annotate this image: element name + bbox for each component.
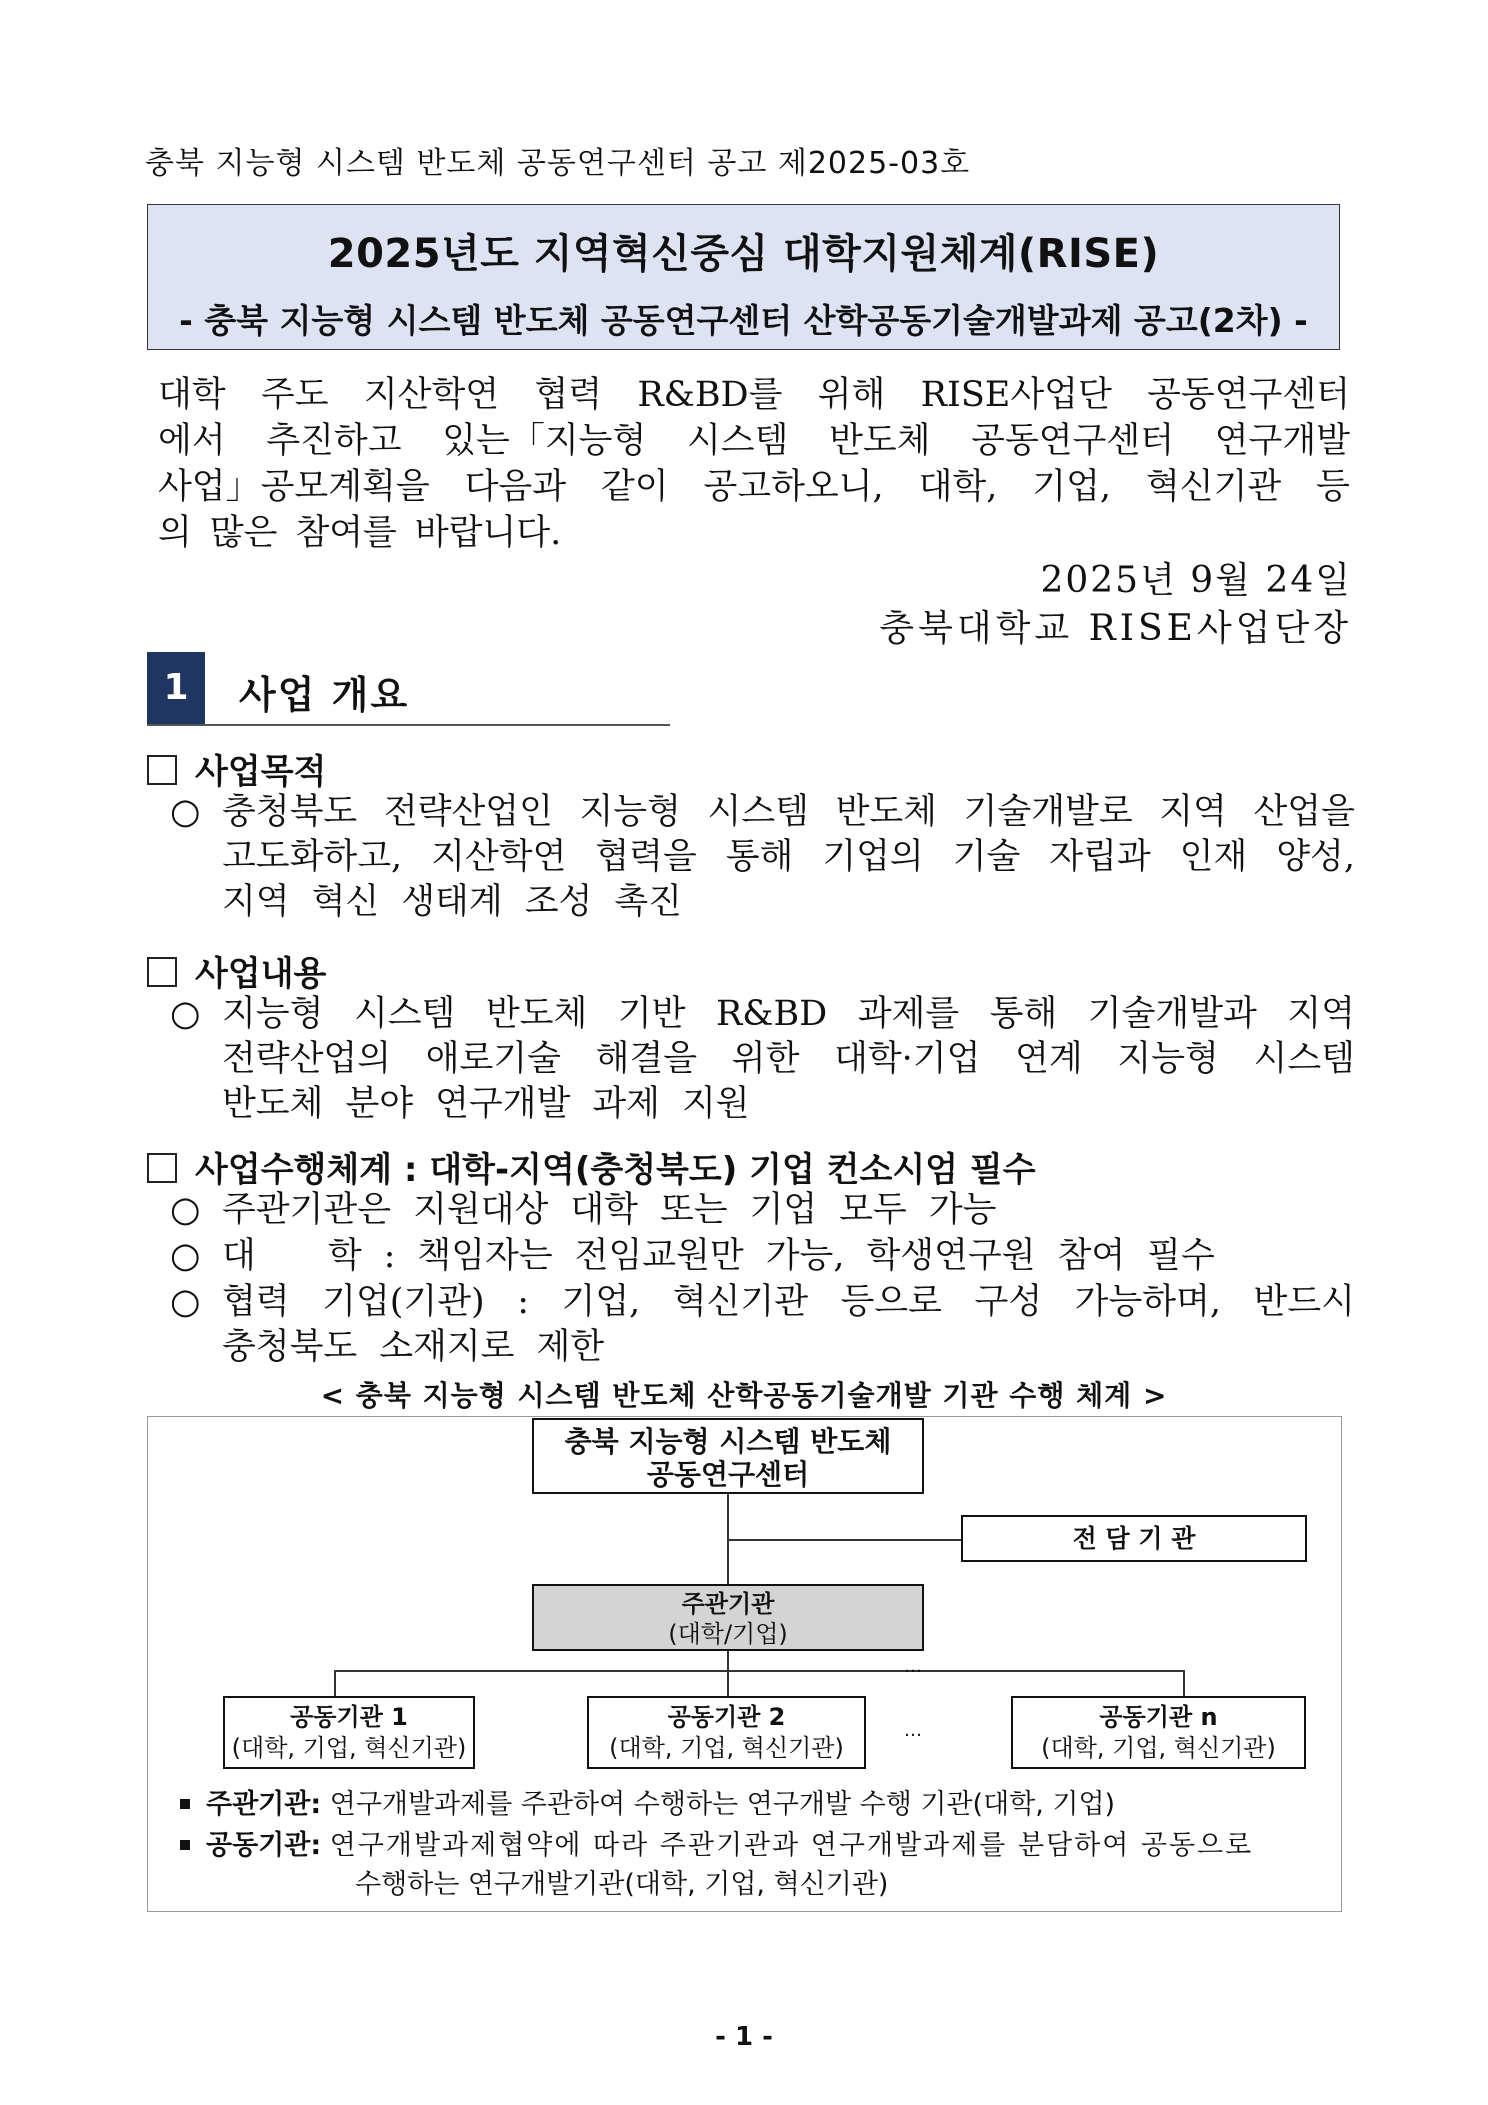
- word: 기술개발과: [1087, 994, 1257, 1034]
- word: 조성: [524, 882, 593, 922]
- word: 기업: [749, 1190, 818, 1230]
- word: 책임자는: [417, 1236, 553, 1276]
- center-box: [532, 1418, 924, 1494]
- word: 협력: [222, 1282, 290, 1322]
- word: 자립과: [1049, 837, 1151, 877]
- word: 가능: [928, 1190, 997, 1230]
- purpose-line: [222, 790, 1355, 835]
- word: 기업,: [561, 1282, 641, 1322]
- word: :: [517, 1282, 530, 1322]
- word: RISE사업단: [920, 375, 1112, 415]
- connector-line: [1183, 1670, 1185, 1697]
- center-name-line2: 공동연구센터: [646, 1458, 810, 1491]
- word: 가능,: [765, 1236, 845, 1276]
- word: :: [383, 1236, 396, 1276]
- circle-bullet-icon: ○: [170, 1236, 201, 1276]
- structure-line: [222, 1280, 1355, 1325]
- word: 애로기술: [425, 1039, 561, 1079]
- word: 혁신: [311, 882, 380, 922]
- word: 반도체: [485, 994, 588, 1034]
- word: 충청북도: [222, 792, 358, 832]
- ellipsis: …: [904, 1720, 922, 1741]
- connector-line: [334, 1670, 1184, 1672]
- word: 대학·기업: [834, 1039, 981, 1079]
- word: 시스템: [686, 421, 789, 461]
- structure-line: [222, 1234, 1355, 1279]
- content-heading-text: 사업내용: [195, 954, 327, 994]
- word: 지원대상: [413, 1190, 549, 1230]
- content-line: [222, 1037, 1355, 1082]
- word: 에서: [158, 421, 226, 461]
- word: 양성,: [1276, 837, 1355, 877]
- word: 의: [158, 513, 192, 553]
- coop-title-1: 공동기관 1: [290, 1703, 408, 1731]
- word: 지역: [222, 882, 290, 922]
- note-coop: [180, 1827, 1253, 1865]
- lead-subtitle: (대학/기업): [668, 1620, 788, 1648]
- word: 다음과: [464, 467, 567, 507]
- coop-box-1: [223, 1696, 475, 1769]
- word: 등: [1316, 467, 1350, 507]
- center-name-line1: 충북 지능형 시스템 반도체: [564, 1425, 892, 1458]
- word: 지산학연: [363, 375, 500, 415]
- word: 필수: [1147, 1236, 1215, 1276]
- agency-box: [961, 1515, 1307, 1562]
- word: 소재지로: [379, 1327, 515, 1367]
- lead-title: 주관기관: [681, 1590, 775, 1618]
- section-heading: [147, 652, 670, 726]
- checkbox-square-icon: [147, 957, 177, 987]
- coop-sub-1: (대학, 기업, 혁신기관): [231, 1734, 467, 1762]
- word: 통해: [989, 994, 1058, 1034]
- word: 전임교원만: [574, 1236, 744, 1276]
- word: 반도체: [829, 421, 931, 461]
- structure-line: [222, 1188, 1355, 1233]
- structure-bullet: [170, 1188, 1355, 1233]
- word: 주관기관은: [222, 1190, 392, 1230]
- intro-paragraph: [158, 372, 1350, 556]
- connector-line: [334, 1670, 336, 1697]
- word: 등으로: [840, 1282, 942, 1322]
- word: 구성: [974, 1282, 1043, 1322]
- word: 참여를: [295, 513, 397, 553]
- note-lead-label: 주관기관:: [206, 1789, 322, 1820]
- notice-number: 충북 지능형 시스템 반도체 공동연구센터 공고 제2025-03호: [145, 146, 971, 181]
- note-coop-cont: 수행하는 연구개발기관(대학, 기업, 혁신기관): [355, 1869, 889, 1900]
- coop-box-2: [587, 1696, 866, 1769]
- word: 해결을: [595, 1039, 698, 1079]
- word: 분야: [345, 1084, 414, 1124]
- purpose-bullet: [170, 790, 1355, 925]
- circle-bullet-icon: ○: [170, 792, 201, 832]
- word: 고도화하고,: [222, 837, 403, 877]
- circle-bullet-icon: ○: [170, 1282, 201, 1322]
- word: 주도: [260, 375, 329, 415]
- note-coop-label: 공동기관:: [206, 1830, 322, 1861]
- word: 학: [327, 1236, 362, 1276]
- notice-date: 2025년 9월 24일: [1040, 560, 1352, 601]
- word: 대: [222, 1236, 256, 1276]
- word: 공동연구센터: [1147, 375, 1350, 415]
- connector-line: [727, 1651, 729, 1697]
- word: 대학,: [918, 467, 998, 507]
- word: 기업(기관): [322, 1282, 485, 1322]
- word: 기술개발로: [963, 792, 1133, 832]
- circle-bullet-icon: ○: [170, 1190, 201, 1230]
- word: 연구개발: [1214, 421, 1350, 461]
- diagram-caption: < 충북 지능형 시스템 반도체 산학공동기술개발 기관 수행 체계 >: [320, 1379, 1168, 1412]
- word: 생태계: [401, 882, 503, 922]
- page-number: - 1 -: [715, 2022, 773, 2052]
- lead-institution-box: [532, 1584, 924, 1651]
- word: 지능형: [222, 994, 324, 1034]
- word: 연계: [1015, 1039, 1083, 1079]
- purpose-line: [222, 880, 1355, 925]
- purpose-heading: [147, 744, 326, 793]
- word: 전략산업의: [222, 1039, 392, 1079]
- intro-line: [158, 510, 1350, 556]
- note-lead-text: 연구개발과제를 주관하여 수행하는 연구개발 수행 기관(대학, 기업): [329, 1789, 1116, 1820]
- word: 시스템: [707, 792, 809, 832]
- word: 공동연구센터: [971, 421, 1175, 461]
- coop-sub-n: (대학, 기업, 혁신기관): [1041, 1734, 1276, 1762]
- content-line: [222, 1082, 1355, 1127]
- word: 협력: [534, 375, 603, 415]
- word: 인재: [1179, 837, 1248, 877]
- word: 있는「지능형: [442, 421, 647, 461]
- word: 반도체: [222, 1084, 324, 1124]
- document-subtitle: - 충북 지능형 시스템 반도체 공동연구센터 산학공동기술개발과제 공고(2차) -: [179, 301, 1308, 340]
- word: 모두: [839, 1190, 907, 1230]
- word: 기업의: [822, 837, 924, 877]
- word: 같이: [600, 467, 669, 507]
- word: 충청북도: [222, 1327, 358, 1367]
- purpose-line: [222, 835, 1355, 880]
- circle-bullet-icon: ○: [170, 994, 201, 1034]
- content-heading: [147, 946, 326, 995]
- word: 공고하오니,: [703, 467, 884, 507]
- word: 과제를: [857, 994, 960, 1034]
- note-coop-text: 연구개발과제협약에 따라 주관기관과 연구개발과제를 분담하여 공동으로: [329, 1830, 1254, 1861]
- word: 위해: [817, 375, 886, 415]
- word: 추진하고: [266, 421, 402, 461]
- coop-box-n: [1011, 1696, 1306, 1769]
- word: 반드시: [1253, 1282, 1355, 1322]
- word: 참여: [1057, 1236, 1126, 1276]
- word: 지역: [1287, 994, 1355, 1034]
- word: 지능형: [1117, 1039, 1219, 1079]
- signer: 충북대학교 RISE사업단장: [879, 608, 1352, 649]
- word: 대학: [158, 375, 226, 415]
- word: 연구개발: [435, 1084, 571, 1124]
- intro-line: [158, 418, 1350, 464]
- word: 혁신기관: [1145, 467, 1282, 507]
- structure-heading-text: 사업수행체계 : 대학-지역(충청북도) 기업 컨소시엄 필수: [195, 1150, 1036, 1190]
- square-bullet-icon: [180, 1799, 190, 1809]
- document-title: 2025년도 지역혁신중심 대학지원체계(RISE): [327, 231, 1160, 277]
- intro-line: [158, 372, 1350, 418]
- section-number: 1: [147, 652, 205, 724]
- word: 산업을: [1253, 792, 1355, 832]
- word: 과제: [592, 1084, 660, 1124]
- checkbox-square-icon: [147, 755, 177, 785]
- content-line: [222, 992, 1355, 1037]
- word: 위한: [731, 1039, 800, 1079]
- checkbox-square-icon: [147, 1153, 177, 1183]
- title-box: [147, 204, 1340, 350]
- word: 기업,: [1032, 467, 1112, 507]
- section-title: 사업 개요: [239, 673, 410, 717]
- word: R&BD: [715, 994, 828, 1034]
- word: 기술: [952, 837, 1021, 877]
- word: 가능하며,: [1074, 1282, 1222, 1322]
- word: 기반: [617, 994, 686, 1034]
- word: 혁신기관: [672, 1282, 809, 1322]
- word: 지산학연: [431, 837, 567, 877]
- word: 지원: [681, 1084, 750, 1124]
- word: 협력을: [595, 837, 697, 877]
- structure-bullet: [170, 1234, 1355, 1279]
- note-lead: [180, 1786, 1115, 1824]
- word: 학생연구원: [866, 1236, 1036, 1276]
- intro-line: [158, 464, 1350, 510]
- purpose-heading-text: 사업목적: [195, 752, 327, 792]
- word: 지역: [1159, 792, 1227, 832]
- connector-line: [727, 1539, 961, 1541]
- word: 지능형: [579, 792, 681, 832]
- coop-sub-2: (대학, 기업, 혁신기관): [609, 1734, 844, 1762]
- word: 통해: [725, 837, 794, 877]
- coop-title-2: 공동기관 2: [667, 1703, 786, 1731]
- ellipsis: …: [904, 1656, 922, 1677]
- structure-bullet: [170, 1280, 1355, 1370]
- word: 제한: [536, 1327, 605, 1367]
- word: 시스템: [1253, 1039, 1355, 1079]
- word: 대학: [570, 1190, 638, 1230]
- word: 반도체: [835, 792, 937, 832]
- content-bullet: [170, 992, 1355, 1127]
- coop-title-n: 공동기관 n: [1099, 1703, 1218, 1731]
- word: 전략산업인: [383, 792, 553, 832]
- word: 많은: [209, 513, 278, 553]
- word: R&BD를: [637, 375, 783, 415]
- word: 사업」공모계획을: [158, 467, 430, 507]
- word: 촉진: [614, 882, 682, 922]
- structure-heading: [147, 1142, 1036, 1191]
- word: 또는: [659, 1190, 728, 1230]
- word: 바랍니다.: [414, 513, 562, 553]
- square-bullet-icon: [180, 1840, 190, 1850]
- structure-line: [222, 1325, 1355, 1370]
- word: 시스템: [353, 994, 456, 1034]
- agency-label: 전 담 기 관: [1072, 1524, 1196, 1553]
